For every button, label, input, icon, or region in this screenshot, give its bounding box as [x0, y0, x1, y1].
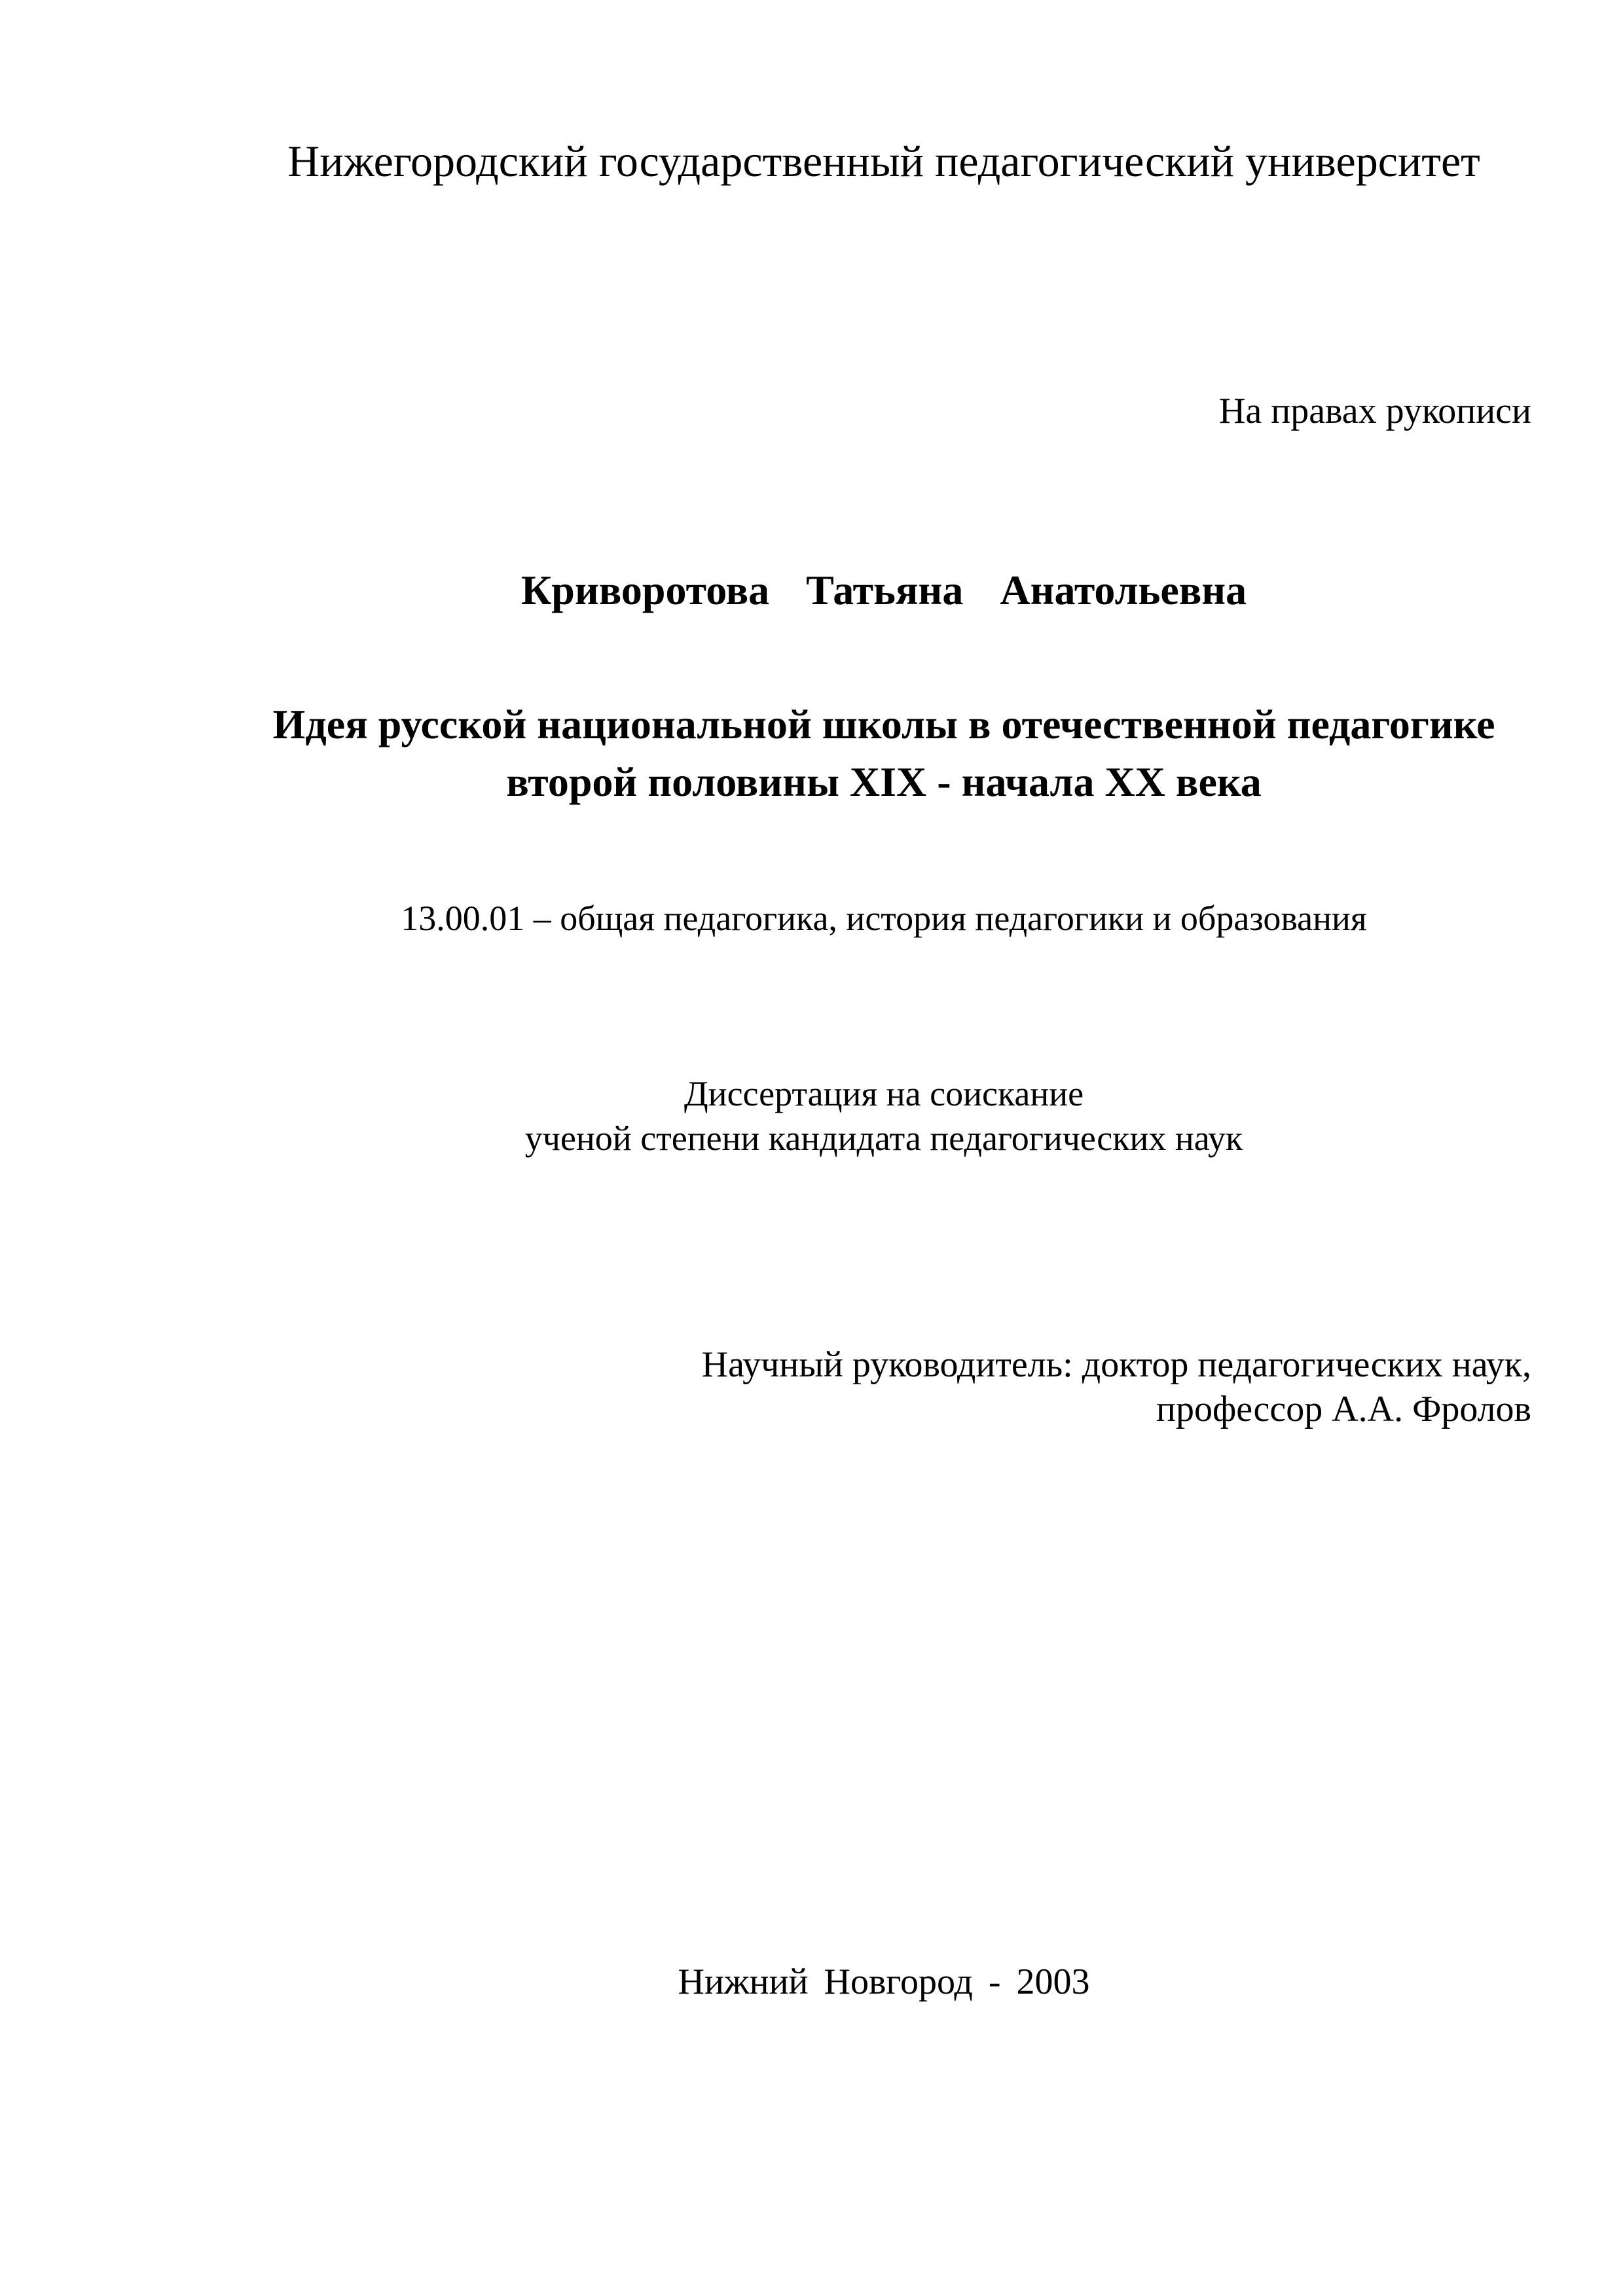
author-name: Криворотова Татьяна Анатольевна [520, 567, 1247, 613]
degree-statement-line-1: Диссертация на соискание [684, 1074, 1084, 1113]
dissertation-title-line-1: Идея русской национальной школы в отечественной педагогике [272, 701, 1495, 747]
university-name: Нижегородский государственный педагогический университет [287, 136, 1480, 186]
place-and-year: Нижний Новгород - 2003 [678, 1962, 1090, 2002]
supervisor-line-1: Научный руководитель: доктор педагогических наук, [701, 1344, 1531, 1385]
supervisor-line-2: профессор А.А. Фролов [1156, 1389, 1531, 1429]
dissertation-title-line-2: второй половины XIX - начала XX века [506, 759, 1262, 805]
degree-statement-line-2: ученой степени кандидата педагогических наук [524, 1119, 1243, 1158]
specialty-code: 13.00.01 – общая педагогика, история педагогики и образования [401, 899, 1367, 938]
manuscript-note: На правах рукописи [1218, 391, 1531, 431]
